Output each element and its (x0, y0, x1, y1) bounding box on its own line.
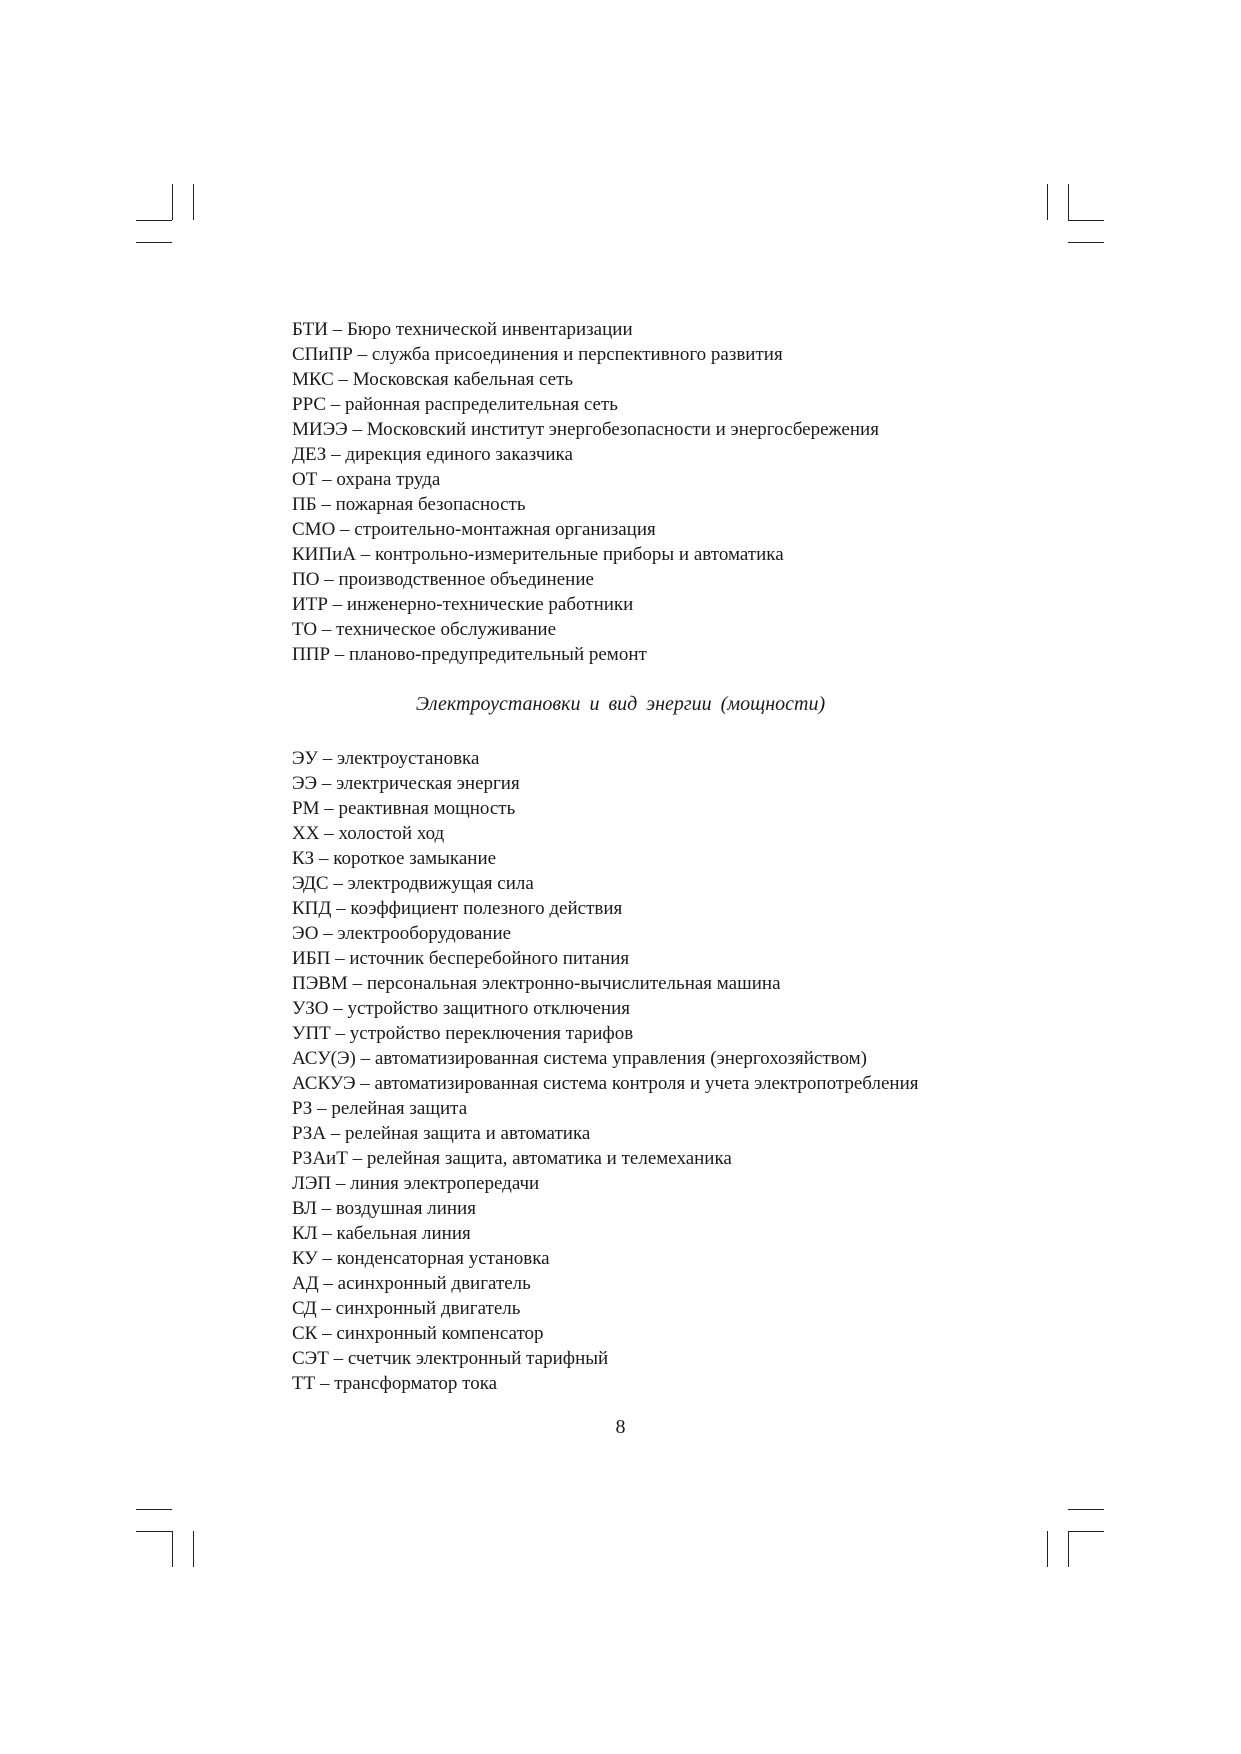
abbreviation-item: ИТР – инженерно-технические работники (292, 594, 634, 615)
abbreviation-item: ИБП – источник бесперебойного питания (292, 948, 630, 969)
abbreviation-item: ЭЭ – электрическая энергия (292, 773, 520, 794)
abbreviation-item: ЭО – электрооборудование (292, 923, 512, 944)
abbreviation-item: АД – асинхронный двигатель (292, 1273, 531, 1294)
crop-mark-bottom-right-vertical-inner (1068, 1531, 1069, 1567)
abbreviation-item: ПЭВМ – персональная электронно-вычислительная машина (292, 973, 781, 994)
abbreviation-item: РРС – районная распределительная сеть (292, 394, 618, 415)
crop-mark-top-right-horizontal (1068, 242, 1104, 243)
abbreviation-item: ПБ – пожарная безопасность (292, 494, 526, 515)
abbreviation-item: ТТ – трансформатор тока (292, 1373, 498, 1394)
crop-mark-bottom-left-vertical-inner (172, 1531, 173, 1567)
crop-mark-top-left-vertical-inner (172, 184, 173, 220)
abbreviation-item: УПТ – устройство переключения тарифов (292, 1023, 634, 1044)
crop-mark-top-right-vertical-inner (1068, 184, 1069, 220)
abbreviation-item: МКС – Московская кабельная сеть (292, 369, 574, 390)
abbreviation-item: ДЕЗ – дирекция единого заказчика (292, 444, 573, 465)
section-heading: Электроустановки и вид энергии (мощности) (415, 693, 826, 715)
abbreviation-item: СЭТ – счетчик электронный тарифный (292, 1348, 609, 1369)
abbreviation-item: РМ – реактивная мощность (292, 798, 516, 819)
abbreviation-item: УЗО – устройство защитного отключения (292, 998, 630, 1019)
abbreviation-item: РЗ – релейная защита (292, 1098, 468, 1119)
abbreviation-item: ТО – техническое обслуживание (292, 619, 557, 640)
abbreviation-item: КПД – коэффициент полезного действия (292, 898, 623, 919)
crop-mark-bottom-right-vertical-outer (1047, 1531, 1048, 1567)
crop-mark-bottom-left-corner-h (136, 1531, 172, 1532)
abbreviation-item: КИПиА – контрольно-измерительные приборы и автоматика (292, 544, 784, 565)
crop-mark-top-left-corner-h (136, 220, 172, 221)
crop-mark-top-left-vertical-outer (193, 184, 194, 220)
abbreviation-item: СМО – строительно-монтажная организация (292, 519, 656, 540)
abbreviation-item: КЛ – кабельная линия (292, 1223, 471, 1244)
abbreviation-item: СК – синхронный компенсатор (292, 1323, 544, 1344)
crop-mark-bottom-right-corner-h (1068, 1531, 1104, 1532)
abbreviation-item: АСУ(Э) – автоматизированная система управления (энергохозяйством) (292, 1048, 867, 1069)
crop-mark-top-right-corner-h (1068, 220, 1104, 221)
abbreviation-list-energy (292, 746, 918, 1396)
abbreviation-list-general (292, 317, 879, 667)
abbreviation-item: КУ – конденсаторная установка (292, 1248, 550, 1269)
abbreviation-item: АСКУЭ – автоматизированная система контроля и учета электропотребления (292, 1073, 919, 1094)
crop-mark-bottom-right-horizontal (1068, 1509, 1104, 1510)
abbreviation-item: ПО – производственное объединение (292, 569, 594, 590)
abbreviation-item: МИЭЭ – Московский институт энергобезопасности и энергосбережения (292, 419, 879, 440)
page-number: 8 (615, 1416, 626, 1438)
abbreviation-item: ЭДС – электродвижущая сила (292, 873, 534, 894)
abbreviation-item: СД – синхронный двигатель (292, 1298, 521, 1319)
crop-mark-top-left-horizontal (136, 242, 172, 243)
abbreviation-item: БТИ – Бюро технической инвентаризации (292, 319, 633, 340)
abbreviation-item: РЗА – релейная защита и автоматика (292, 1123, 591, 1144)
abbreviation-item: ОТ – охрана труда (292, 469, 441, 490)
abbreviation-item: ЛЭП – линия электропередачи (292, 1173, 540, 1194)
abbreviation-item: ХХ – холостой ход (292, 823, 445, 844)
crop-mark-bottom-left-vertical-outer (193, 1531, 194, 1567)
abbreviation-item: КЗ – короткое замыкание (292, 848, 497, 869)
abbreviation-item: ППР – планово-предупредительный ремонт (292, 644, 647, 665)
abbreviation-item: РЗАиТ – релейная защита, автоматика и телемеханика (292, 1148, 732, 1169)
crop-mark-bottom-left-horizontal (136, 1509, 172, 1510)
abbreviation-item: ЭУ – электроустановка (292, 748, 480, 769)
crop-mark-top-right-vertical-outer (1047, 184, 1048, 220)
abbreviation-item: ВЛ – воздушная линия (292, 1198, 476, 1219)
abbreviation-item: СПиПР – служба присоединения и перспективного развития (292, 344, 783, 365)
